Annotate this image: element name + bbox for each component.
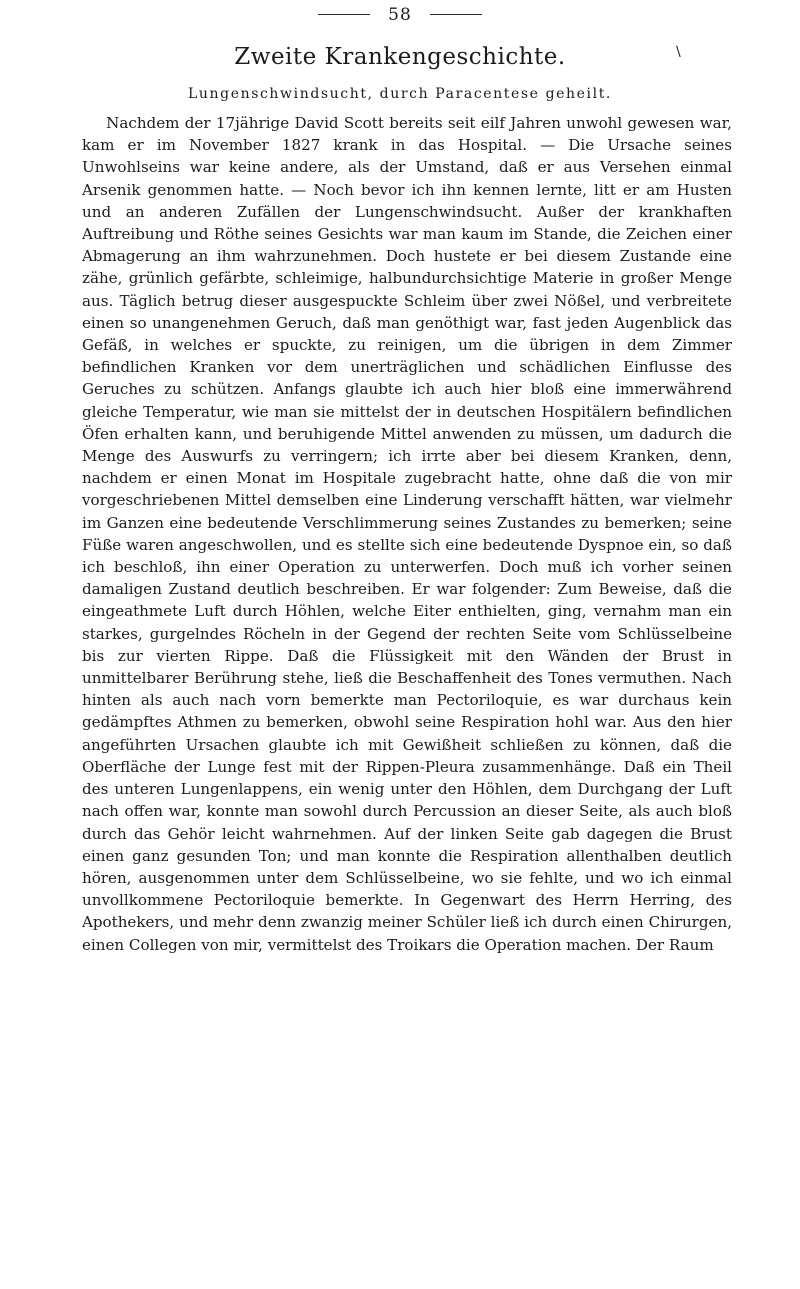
chapter-title: Zweite Krankengeschichte. [234, 44, 566, 70]
header-rule-right [430, 14, 482, 15]
body-text [82, 112, 732, 956]
section-subtitle: Lungenschwindsucht, durch Paracentese geheilt. [188, 86, 612, 102]
paragraph: Nachdem der 17jährige David Scott bereits seit eilf Jahren unwohl gewesen war, kam er im November 1827 krank in das Hospital. — Die Ursache seines Unwohlseins war keine andere, als der Umstand, daß er aus Versehen einmal Arsenik genommen hatte. — Noch bevor ich ihn kennen lernte, litt er am Husten und an anderen Zufällen der Lungenschwindsucht. Außer der krankhaften Auftreibung und Röthe seines Gesichts war man kaum im Stande, die Zeichen einer Abmagerung an ihm wahrzunehmen. Doch hustete er bei diesem Zustande eine zähe, grünlich gefärbte, schleimige, halbundurchsichtige Materie in großer Menge aus. Täglich betrug dieser ausgespuckte Schleim über zwei Nößel, und verbreitete einen so unangenehmen Geruch, daß man genöthigt war, fast jeden Augenblick das Gefäß, in welches er spuckte, zu reinigen, um die übrigen in dem Zimmer befindlichen Kranken vor dem unerträglichen und schädlichen Einflusse des Geruches zu schützen. Anfangs glaubte ich auch hier bloß eine immerwährend gleiche Temperatur, wie man sie mittelst der in deutschen Hospitälern befindlichen Öfen erhalten kann, und beruhigende Mittel anwenden zu müssen, um dadurch die Menge des Auswurfs zu verringern; ich irrte aber bei diesem Kranken, denn, nachdem er einen Monat im Hospitale zugebracht hatte, ohne daß die von mir vorgeschriebenen Mittel demselben eine Linderung verschafft hätten, war vielmehr im Ganzen eine bedeutende Verschlimmerung seines Zustandes zu bemerken; seine Füße waren angeschwollen, und es stellte sich eine bedeutende Dyspnoe ein, so daß ich beschloß, ihn einer Operation zu unterwerfen. Doch muß ich vorher seinen damaligen Zustand deutlich beschreiben. Er war folgender: Zum Beweise, daß die eingeathmete Luft durch Höhlen, welche Eiter enthielten, ging, vernahm man ein starkes, gurgelndes Röcheln in der Gegend der rechten Seite vom Schlüsselbeine bis zur vierten Rippe. Daß die Flüssigkeit mit den Wänden der Brust in unmittelbarer Berührung stehe, ließ die Beschaffenheit des Tones vermuthen. Nach hinten als auch nach vorn bemerkte man Pectoriloquie, es war durchaus kein gedämpftes Athmen zu bemerken, obwohl seine Respiration hohl war. Aus den hier angeführten Ursachen glaubte ich mit Gewißheit schließen zu können, daß die Oberfläche der Lunge fest mit der Rippen-Pleura zusammenhänge. Daß ein Theil des unteren Lungenlappens, ein wenig unter den Höhlen, dem Durchgang der Luft nach offen war, konnte man sowohl durch Percussion an dieser Seite, als auch bloß durch das Gehör leicht wahrnehmen. Auf der linken Seite gab dagegen die Brust einen ganz gesunden Ton; und man konnte die Respiration allenthalben deutlich hören, ausgenommen unter dem Schlüsselbeine, wo sie fehlte, und wo ich einmal unvollkommene Pectoriloquie bemerkte. In Gegenwart des Herrn Herring, des Apothekers, und mehr denn zwanzig meiner Schüler ließ ich durch einen Chirurgen, einen Collegen von mir, vermittelst des Troikars die Operation machen. Der Raum [82, 114, 732, 954]
header-rule-left [318, 14, 370, 15]
margin-mark: \ [676, 44, 682, 60]
running-header [0, 4, 800, 25]
chapter-heading [0, 44, 800, 70]
page-number: 58 [388, 4, 412, 25]
